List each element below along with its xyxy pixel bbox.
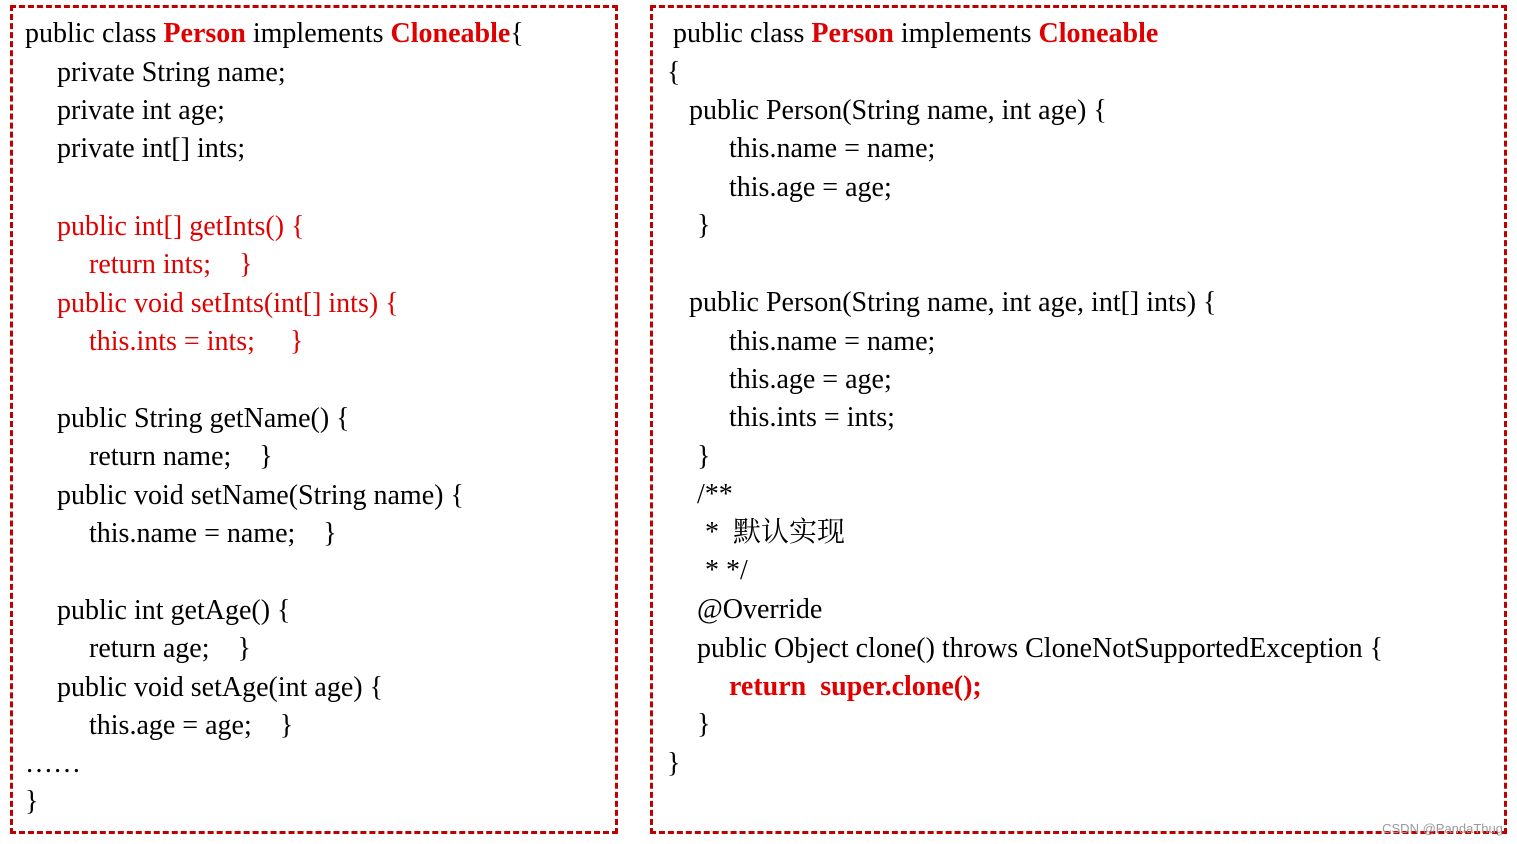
code-line: this.name = name; } [89,518,337,549]
keyword-text: implements [893,18,1039,49]
code-line: private int age; [57,95,225,126]
code-line: this.name = name; [729,133,936,164]
class-name: Person [811,18,894,49]
code-line: this.ints = ints; [729,402,895,433]
comment-line: /** [697,479,733,510]
left-code-panel [10,5,618,834]
comment-line: * 默认实现 [705,517,846,548]
code-line: private String name; [57,57,286,88]
code-line: private int[] ints; [57,133,246,164]
code-line: public Person(String name, int age, int[] ints) { [689,287,1217,318]
code-line: this.age = age; [729,172,892,203]
code-line-highlight: this.ints = ints; } [89,326,304,357]
code-line: public Object clone() throws CloneNotSupportedException { [697,633,1384,664]
ellipsis: …… [25,748,81,779]
closing-brace: } [697,210,711,241]
code-line: public String getName() { [57,403,350,434]
code-line: public int getAge() { [57,595,291,626]
code-line: this.age = age; } [89,710,294,741]
class-declaration [25,18,524,50]
code-line-highlight: return super.clone(); [729,671,982,702]
interface-name: Cloneable [1038,18,1159,49]
code-line: public void setAge(int age) { [57,672,384,703]
code-line: public Person(String name, int age) { [689,95,1107,126]
keyword-text: public class [25,18,164,49]
code-line-highlight: return ints; } [89,249,253,280]
watermark: CSDN @PandaThug [1382,821,1503,836]
code-line-highlight: public void setInts(int[] ints) { [57,288,399,319]
class-name: Person [163,18,246,49]
comment-line: * */ [705,555,748,586]
closing-brace: } [697,441,711,472]
interface-name: Cloneable [390,18,511,49]
code-line: this.age = age; [729,364,892,395]
keyword-text: implements [245,18,391,49]
keyword-text: public class [673,18,812,49]
right-code-panel [650,5,1507,834]
closing-brace: } [25,786,39,817]
code-line-highlight: public int[] getInts() { [57,211,305,242]
closing-brace: } [667,748,681,779]
code-line: public void setName(String name) { [57,480,464,511]
opening-brace: { [667,57,681,88]
code-line: return age; } [89,633,251,664]
code-line: this.name = name; [729,326,936,357]
code-line: return name; } [89,441,273,472]
class-declaration [673,18,1158,50]
closing-brace: } [697,709,711,740]
annotation-line: @Override [697,594,823,625]
brace: { [510,18,524,49]
